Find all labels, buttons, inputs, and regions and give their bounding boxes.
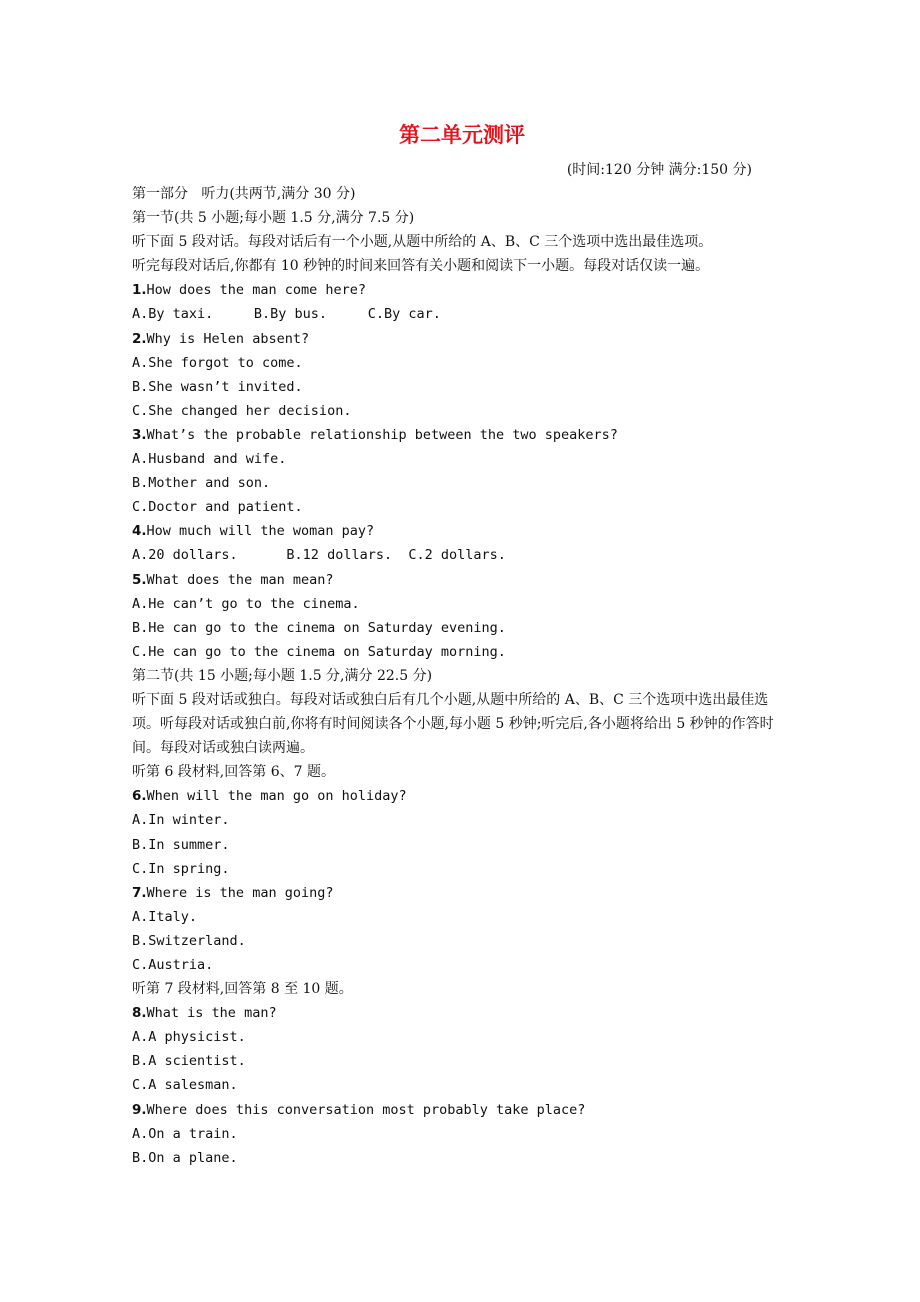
- question: [132, 278, 792, 302]
- question-number: 9.: [132, 1101, 147, 1118]
- question-number: 6.: [132, 788, 147, 805]
- question-number: 2.: [132, 330, 147, 347]
- question-number: 3.: [132, 426, 147, 443]
- question: [132, 568, 792, 592]
- question: [132, 519, 792, 543]
- exam-meta: (时间:120 分钟 满分:150 分): [566, 162, 752, 178]
- option: A.Husband and wife.: [132, 451, 287, 468]
- option: C.She changed her decision.: [132, 402, 352, 419]
- question: [132, 1001, 792, 1025]
- question-number: 5.: [132, 571, 147, 588]
- section-heading: 第一节(共 5 小题;每小题 1.5 分,满分 7.5 分): [132, 210, 415, 227]
- option: A.A physicist.: [132, 1029, 246, 1046]
- option: C.Austria.: [132, 957, 214, 973]
- option: B.Switzerland.: [132, 932, 246, 949]
- option: A.On a train.: [132, 1125, 238, 1142]
- section-heading: 第二节(共 15 小题;每小题 1.5 分,满分 22.5 分): [132, 667, 433, 684]
- question-number: 8.: [132, 1005, 147, 1022]
- question-text: What is the man?: [146, 1005, 277, 1022]
- option: B.In summer.: [132, 836, 230, 853]
- question-text: How does the man come here?: [146, 282, 366, 299]
- option: C.A salesman.: [132, 1077, 238, 1094]
- option: A.Italy.: [132, 908, 198, 925]
- option: B.A scientist.: [132, 1053, 246, 1070]
- instructions: 听下面 5 段对话。每段对话后有一个小题,从题中所给的 A、B、C 三个选项中选出最佳选项。: [132, 234, 713, 251]
- instructions: 听下面 5 段对话或独白。每段对话或独白后有几个小题,从题中所给的 A、B、C 三个选项中选出最佳选项。听每段对话或独白前,你将有时间阅读各个小题,每小题 5 秒钟;听完后,各小题将给出 5 秒钟的作答时间。每段对话或独白读两遍。: [132, 691, 774, 757]
- exam-page: [132, 120, 792, 1170]
- question: [132, 327, 792, 351]
- option: C.Doctor and patient.: [132, 499, 303, 516]
- option: B.She wasn’t invited.: [132, 378, 303, 395]
- option: B.Mother and son.: [132, 475, 271, 492]
- option: A.He can’t go to the cinema.: [132, 595, 360, 612]
- question-text: Where is the man going?: [146, 884, 334, 901]
- option-line: A.By taxi. B.By bus. C.By car.: [132, 306, 441, 323]
- option: A.She forgot to come.: [132, 354, 303, 371]
- question-number: 1.: [132, 282, 147, 299]
- question: [132, 784, 792, 808]
- option: C.He can go to the cinema on Saturday morning.: [132, 643, 506, 660]
- option: C.In spring.: [132, 860, 230, 877]
- instructions: 听完每段对话后,你都有 10 秒钟的时间来回答有关小题和阅读下一小题。每段对话仅读一遍。: [132, 258, 710, 275]
- option: A.In winter.: [132, 812, 230, 829]
- option: B.On a plane.: [132, 1149, 238, 1166]
- option-line: A.20 dollars. B.12 dollars. C.2 dollars.: [132, 547, 506, 564]
- question-number: 4.: [132, 523, 147, 540]
- page-title: 第二单元测评: [399, 123, 525, 147]
- material-heading: 听第 6 段材料,回答第 6、7 题。: [132, 764, 335, 781]
- question: [132, 423, 792, 447]
- material-heading: 听第 7 段材料,回答第 8 至 10 题。: [132, 981, 353, 998]
- question-text: What does the man mean?: [146, 571, 334, 588]
- question-text: Why is Helen absent?: [146, 330, 310, 347]
- part-heading: 第一部分 听力(共两节,满分 30 分): [132, 186, 356, 202]
- option: B.He can go to the cinema on Saturday evening.: [132, 619, 506, 636]
- question: [132, 1098, 792, 1122]
- question-text: How much will the woman pay?: [146, 523, 375, 540]
- question-number: 7.: [132, 884, 147, 901]
- question: [132, 881, 792, 905]
- question-text: When will the man go on holiday?: [146, 788, 407, 805]
- question-text: What’s the probable relationship between the two speakers?: [146, 426, 618, 443]
- question-text: Where does this conversation most probably take place?: [146, 1101, 586, 1118]
